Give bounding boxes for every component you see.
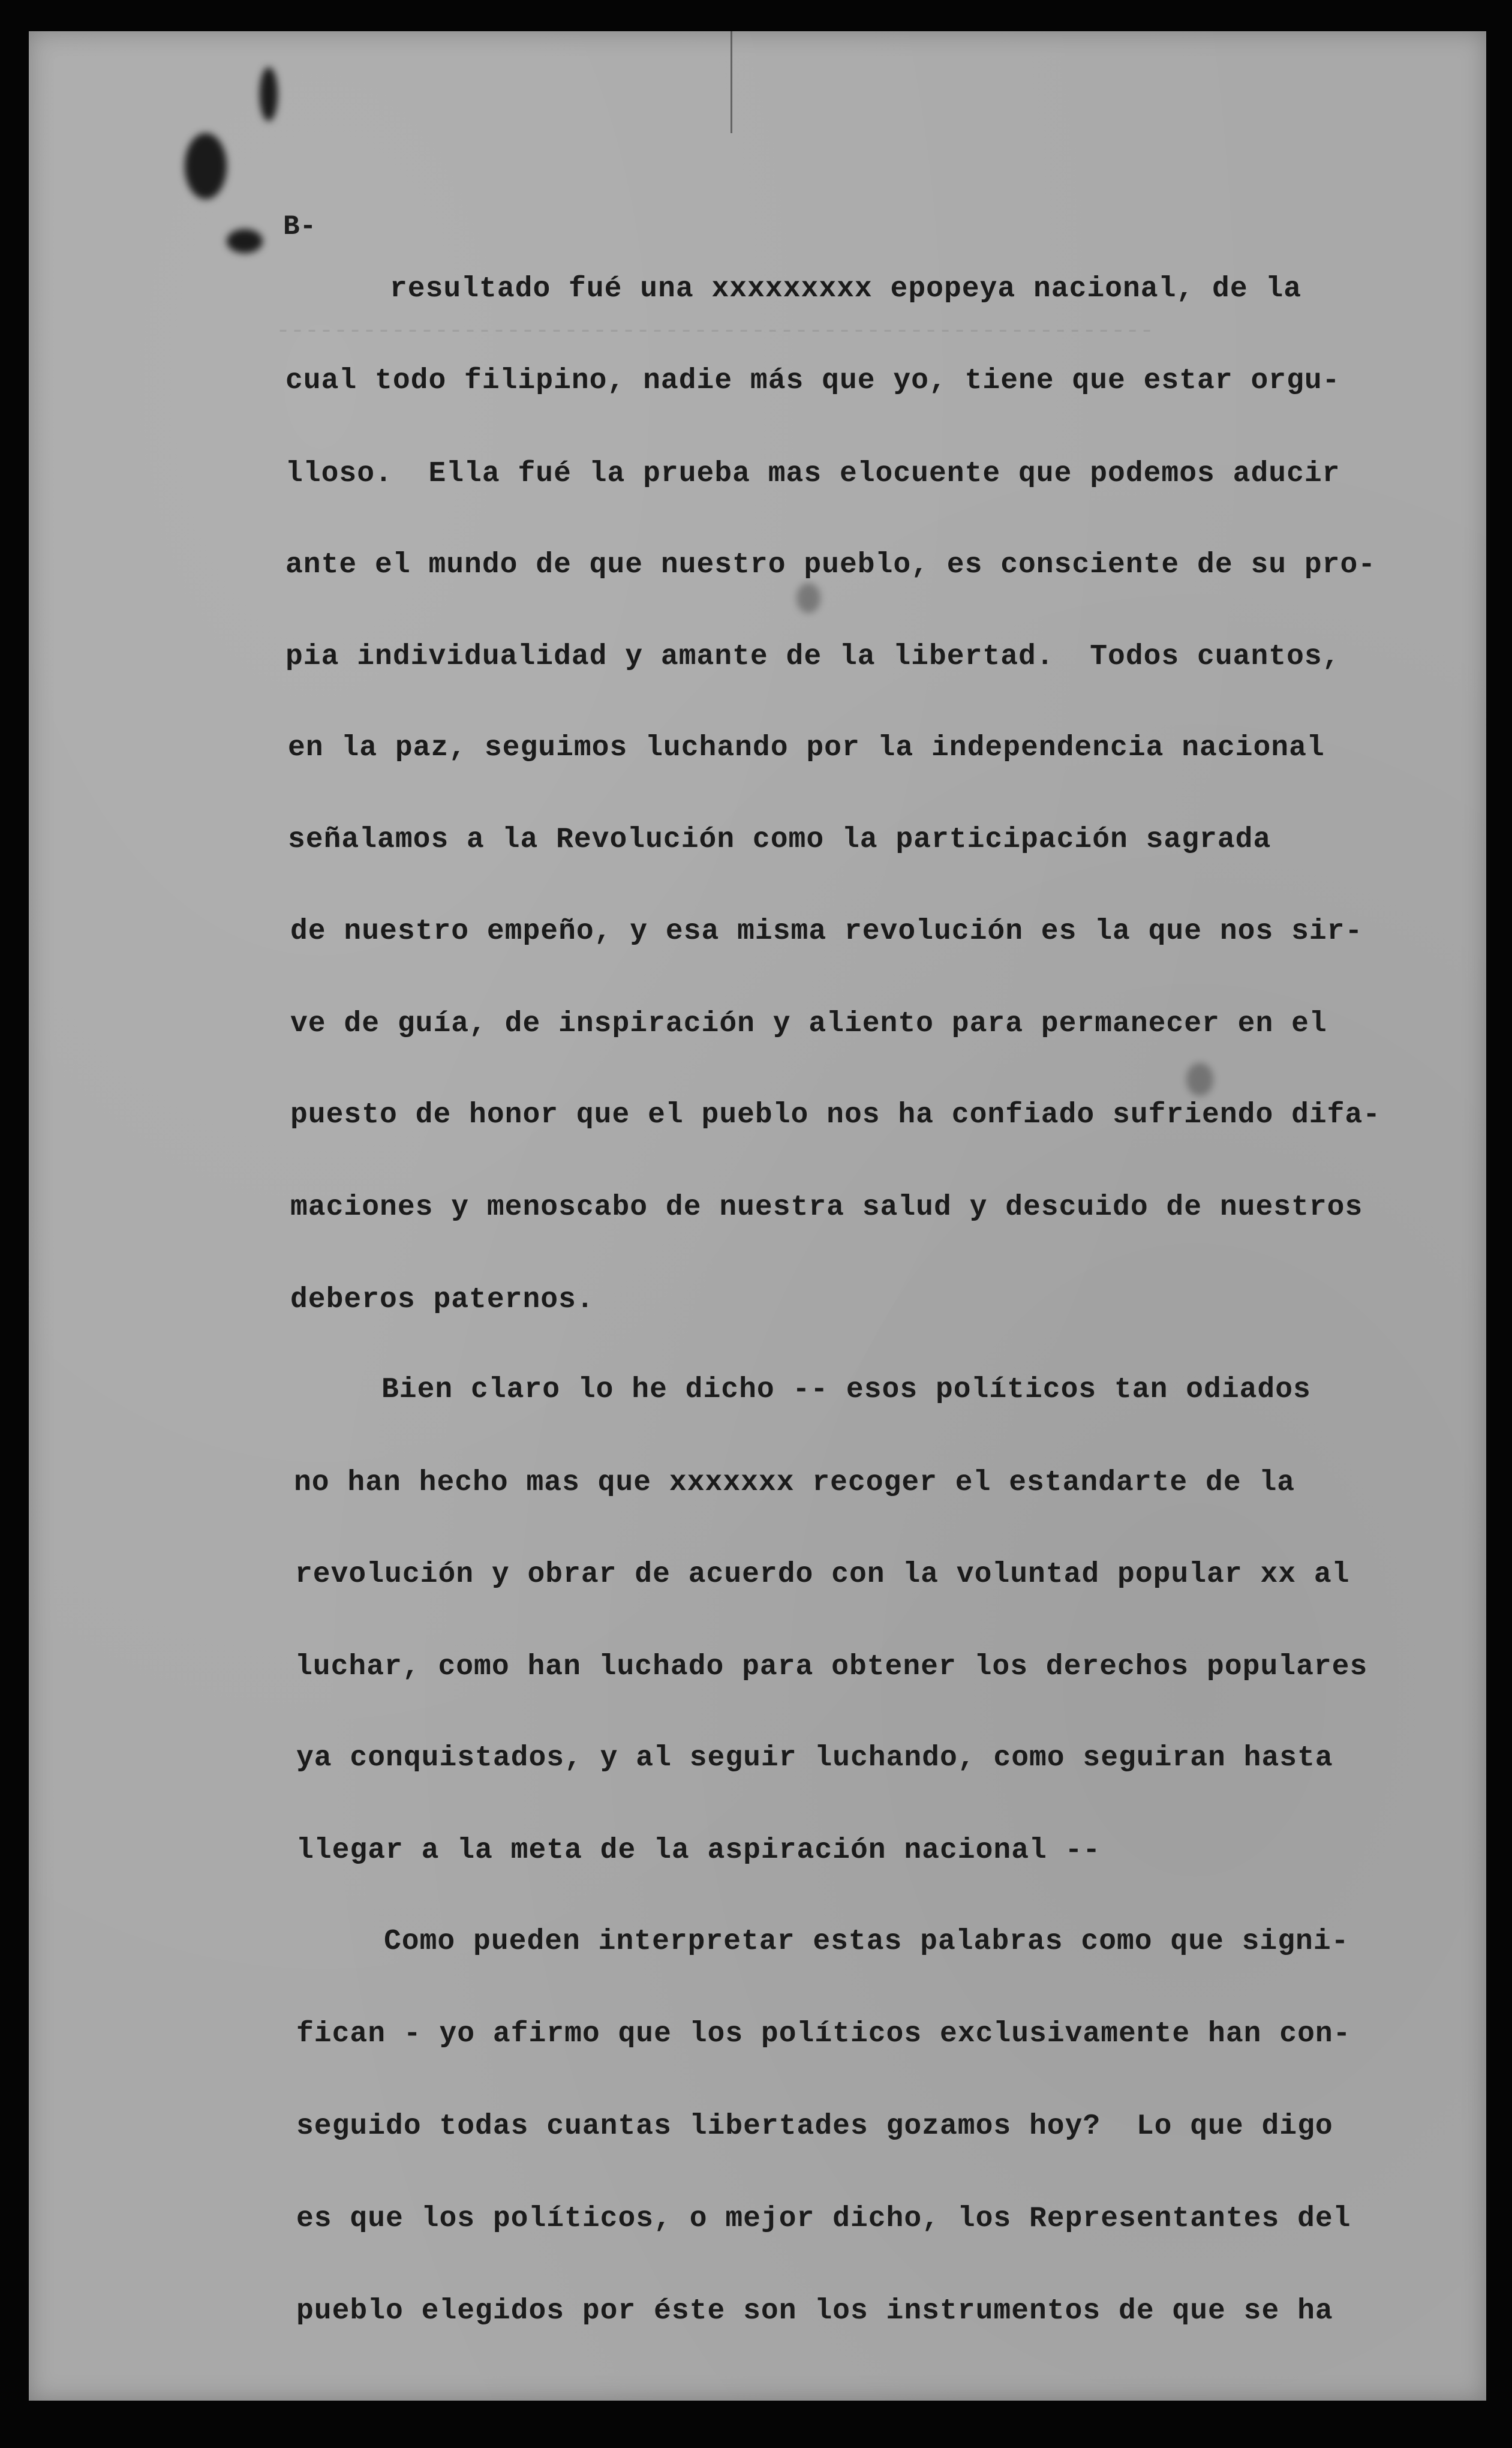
text-line: pueblo elegidos por éste son los instrumentos de que se ha	[296, 2295, 1333, 2327]
text-line: luchar, como han luchado para obtener los derechos populares	[295, 1651, 1368, 1683]
ink-stain-large	[185, 133, 227, 199]
text-line: pia individualidad y amante de la libertad. Todos cuantos,	[285, 641, 1340, 673]
text-line: revolución y obrar de acuerdo con la voluntad popular xx al	[295, 1558, 1350, 1591]
text-line: no han hecho mas que xxxxxxx recoger el estandarte de la	[294, 1467, 1295, 1499]
text-line: de nuestro empeño, y esa misma revolución es la que nos sir-	[290, 915, 1363, 948]
paper-crease	[731, 31, 732, 133]
text-line: ve de guía, de inspiración y aliento para permanecer en el	[290, 1008, 1327, 1040]
text-line: Bien claro lo he dicho -- esos políticos tan odiados	[381, 1374, 1311, 1406]
ink-spot-mid	[796, 583, 820, 613]
text-line: señalamos a la Revolución como la participación sagrada	[288, 824, 1271, 856]
ink-spot-right	[1186, 1063, 1213, 1096]
text-line: seguido todas cuantas libertades gozamos hoy? Lo que digo	[296, 2110, 1333, 2143]
text-line: es que los políticos, o mejor dicho, los Representantes del	[296, 2203, 1351, 2235]
text-line: maciones y menoscabo de nuestra salud y descuido de nuestros	[290, 1191, 1363, 1224]
text-line: puesto de honor que el pueblo nos ha confiado sufriendo difa-	[290, 1099, 1381, 1131]
text-line: Como pueden interpretar estas palabras como que signi-	[384, 1926, 1349, 1958]
page-marker: B-	[283, 211, 317, 242]
text-line: cual todo filipino, nadie más que yo, tiene que estar orgu-	[285, 365, 1340, 397]
text-line: ya conquistados, y al seguir luchando, como seguiran hasta	[296, 1742, 1333, 1774]
bleed-through-text: -------------------------------------------------------------	[276, 318, 1155, 345]
text-line: ante el mundo de que nuestro pueblo, es consciente de su pro-	[285, 549, 1376, 581]
text-line: resultado fué una xxxxxxxxx epopeya nacional, de la	[390, 273, 1302, 305]
ink-stain-top	[260, 67, 278, 121]
text-line: deberos paternos.	[290, 1284, 594, 1316]
text-line: fican - yo afirmo que los políticos exclusivamente han con-	[296, 2018, 1351, 2050]
text-line: en la paz, seguimos luchando por la independencia nacional	[288, 732, 1325, 764]
text-line: lloso. Ella fué la prueba mas elocuente que podemos aducir	[285, 458, 1340, 490]
text-line: llegar a la meta de la aspiración nacional --	[296, 1834, 1101, 1867]
ink-stain-small	[227, 229, 263, 253]
